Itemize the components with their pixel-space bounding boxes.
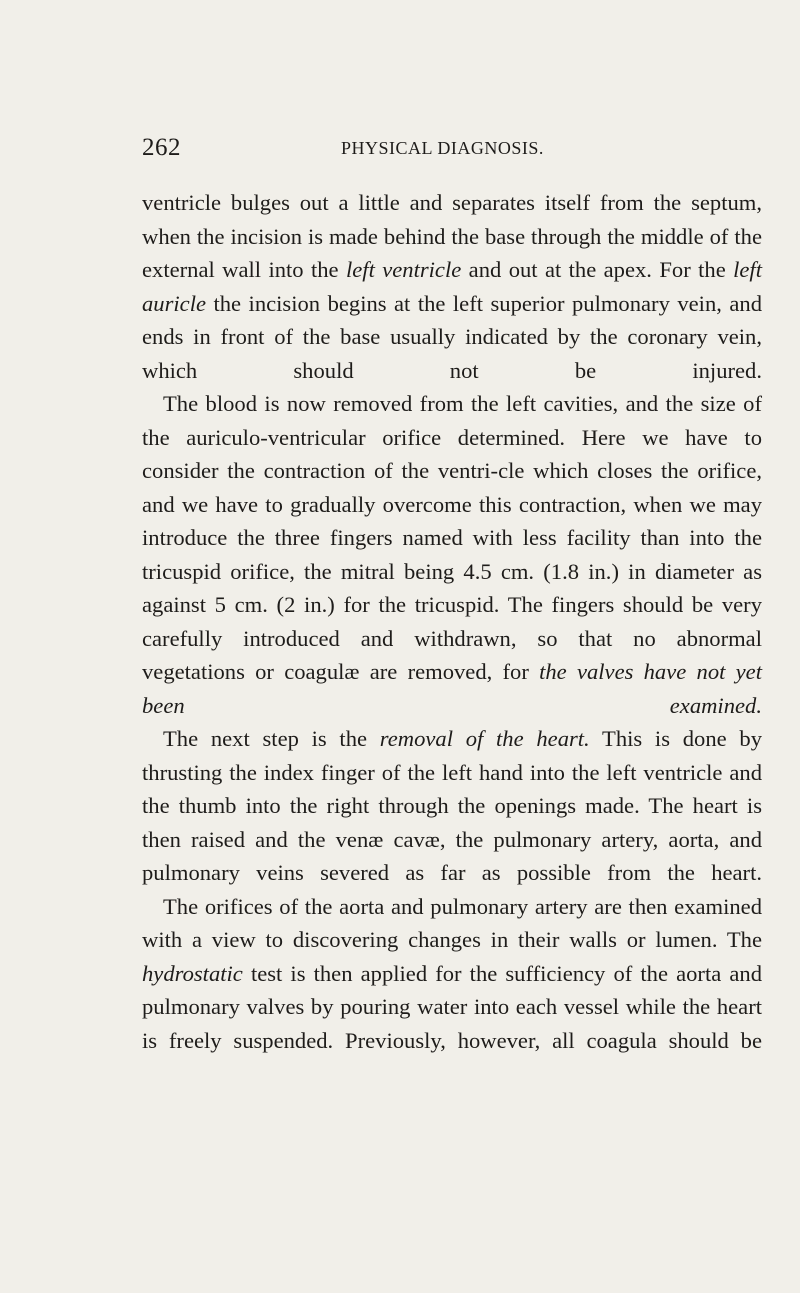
text-run: The blood is now removed from the left cavities, and the size of the auriculo-ventricular orifice determined. Here we have to consider the contraction of the ventri-cle which closes the orifice, and we have to gradually overcome this contraction, when we may introduce the three fingers named with less facility than into the tricuspid orifice, the mitral being 4.5 cm. (1.8 in.) in diameter as against 5 cm. (2 in.) for the tricuspid. The fingers should be very carefully introduced and withdrawn, so that no abnormal vegetations or coagulæ are removed, for bbox=[142, 391, 762, 684]
italic-run: left auricle bbox=[142, 257, 762, 316]
text-run: the incision begins at the left superior pulmonary vein, and ends in front of the base usually indicated by the coronary vein, which should not be injured. bbox=[142, 290, 762, 383]
italic-run: hydrostatic bbox=[142, 960, 243, 986]
italic-run: removal of the heart. bbox=[379, 726, 590, 751]
body-text bbox=[142, 186, 762, 1057]
page-header bbox=[142, 134, 762, 164]
paragraph-4 bbox=[142, 890, 762, 1058]
paragraph-2 bbox=[142, 387, 762, 722]
italic-run: left ventricle bbox=[345, 257, 462, 282]
page-number: 262 bbox=[142, 134, 181, 161]
running-title: PHYSICAL DIAGNOSIS. bbox=[341, 138, 544, 158]
text-run: This is done by thrusting the index finger of the left hand into the left ventricle and the thumb into the right through the openings made. The heart is then raised and the venæ cavæ, the pulmonary artery, aorta, and pulmonary veins severed as far as possible from the heart. bbox=[142, 726, 762, 885]
text-run: The orifices of the aorta and pulmonary artery are then examined with a view to discovering changes in their walls or lumen. The bbox=[142, 893, 762, 952]
italic-run: the valves have not yet been examined. bbox=[142, 659, 762, 718]
text-run: The next step is the bbox=[163, 726, 380, 751]
paragraph-3 bbox=[142, 722, 762, 890]
text-run: ventricle bulges out a little and separates itself from the septum, when the incision is made behind the base through the middle of the external wall into the bbox=[142, 190, 762, 282]
text-run: and out at the apex. For the bbox=[461, 257, 734, 282]
text-run: test is then applied for the sufficiency of the aorta and pulmonary valves by pouring water into each vessel while the heart is freely suspended. Previously, however, all coagula should be bbox=[142, 960, 762, 1053]
paragraph-1 bbox=[142, 186, 762, 387]
